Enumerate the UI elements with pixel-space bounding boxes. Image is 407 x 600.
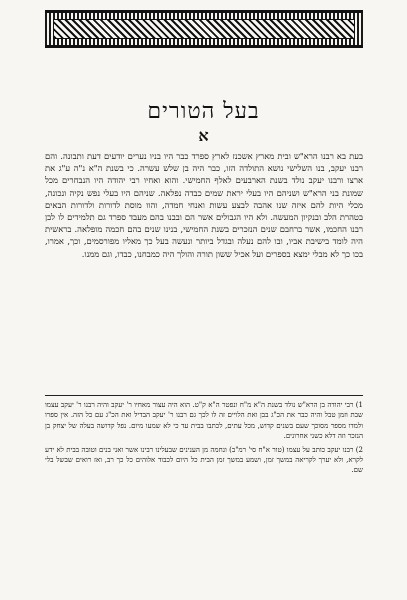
decorative-header-band [45,10,363,48]
page-title: בעל הטורים [147,99,260,124]
decorative-pattern [53,19,355,39]
footnotes [45,400,363,560]
chapter-number: א [198,126,209,145]
main-paragraph: בעת בא רבנו הרא"ש ובית מארץ אשכנז לארץ ספרד כבר היו בניו נערים יודעים דעת ותבונה. והם רבנו יעקב, בנו השלישי נושא התולדה הזו, כבר היה בן שלש עשרה. כי בשנת ה"א נ"ה ע"ג את ארצו ורבנו יעקב נולד בשנת הארבעים לאלף החמישי. והוא ואחיו רבי יהודה היו הנבחרים מכל שמונת בני הרא"ש ושניהם היו בעלי יראת שמים כבדה נפלאה. שניהם היו בעלי נפש נקיה ונכונה, מכלי היות להם איזה שנו אהבה לבצע עשות ואנחי חמדה, והוו מוסת לדורות ולדורות הבאים בטהרת הלב ובנקיון המעשה. ולא היו הגבולים אשר הם ובבנו בהם מעבד ספרד גם תלמידים לו לבן רבנו החכמו, אשר ברחבם שנים הנזכרים בשנת החמישי, בנינו שנים בהם חכמה מופלאה. בראשית היה לומד בישיבת אביו, ובו להם נעלה ובגדל ביותר ונעשה בעל כך מאליו מפורסמים, וכך, אמרו, בכו כך לא מבלי ימצא בספרים ועל אכיל ששון תורה והולך היה כמבחנו, כבדו, וגם ממנו. [45,151,363,259]
footnote-1: 1) רבי יהודה בן הרא"ש נולד בשנת ה"א מ"ח ונפטר ה"א ק"ט. הוא היה עצור מאחיו ר' יעקב והיה רבנו ר' יעקב עצמו שבת וזמן טבל והיה כבר את הכ"ג בבן ואת הלויים זה לו לכך גם רבנו ר' יעקב הבדיל ואת הכ"ג עם כל הזה. אין ספרו ולמדו מספר מסוכך שעם בשנים קדוש, מכל עתים, לכתבו בבית עד כי לא שמעו מיום. נפל קדושה בעלה של יצחק בן הנזכר וזה דלא כשני אחרונים. [45,401,363,441]
main-text [45,150,363,390]
footnote-divider [45,395,363,396]
footnote-2: 2) רבנו יעקב כותב על עצמו (טור א"ח סי' רמ"ב) ונחמה מן הענינים שבעלינו רבינו אשר ואני בנים וטובה בבית לא ידע לקרא, ולא יערך לקריאה במשך זמן, ושמע במשך זמן הבית כל היום לכבוד אלוהים כל כך רב, ואז רואים שבשל בלי שם. [45,445,363,475]
